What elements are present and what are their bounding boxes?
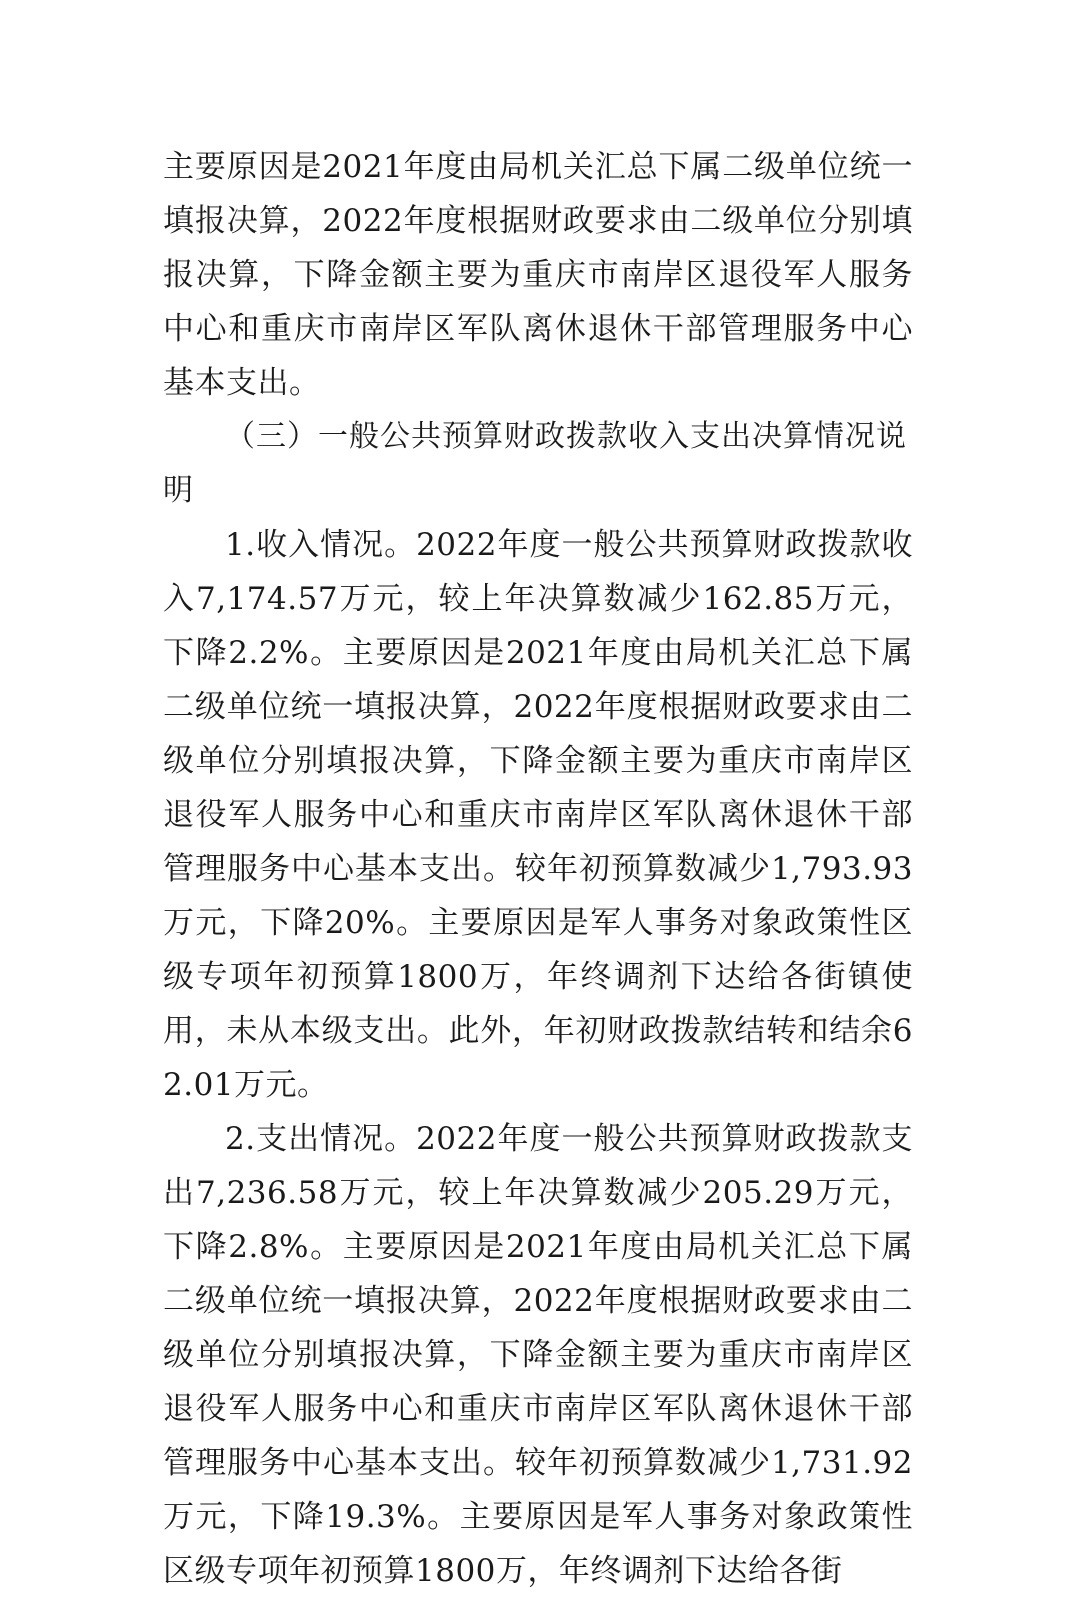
document-body	[163, 140, 913, 1598]
paragraph-expenditure: 2.支出情况。2022年度一般公共预算财政拨款支出7,236.58万元，较上年决算数减少205.29万元，下降2.8%。主要原因是2021年度由局机关汇总下属二级单位统一填报决算，2022年度根据财政要求由二级单位分别填报决算，下降金额主要为重庆市南岸区退役军人服务中心和重庆市南岸区军队离休退休干部管理服务中心基本支出。较年初预算数减少1,731.92万元，下降19.3%。主要原因是军人事务对象政策性区级专项年初预算1800万，年终调剂下达给各街	[163, 1121, 913, 1589]
section-heading: （三）一般公共预算财政拨款收入支出决算情况说明	[163, 419, 907, 508]
paragraph-income: 1.收入情况。2022年度一般公共预算财政拨款收入7,174.57万元，较上年决算数减少162.85万元，下降2.2%。主要原因是2021年度由局机关汇总下属二级单位统一填报决算，2022年度根据财政要求由二级单位分别填报决算，下降金额主要为重庆市南岸区退役军人服务中心和重庆市南岸区军队离休退休干部管理服务中心基本支出。较年初预算数减少1,793.93万元，下降20%。主要原因是军人事务对象政策性区级专项年初预算1800万，年终调剂下达给各街镇使用，未从本级支出。此外，年初财政拨款结转和结余62.01万元。	[163, 527, 913, 1103]
paragraph-continued-reason: 主要原因是2021年度由局机关汇总下属二级单位统一填报决算，2022年度根据财政要求由二级单位分别填报决算，下降金额主要为重庆市南岸区退役军人服务中心和重庆市南岸区军队离休退休干部管理服务中心基本支出。	[163, 149, 913, 401]
